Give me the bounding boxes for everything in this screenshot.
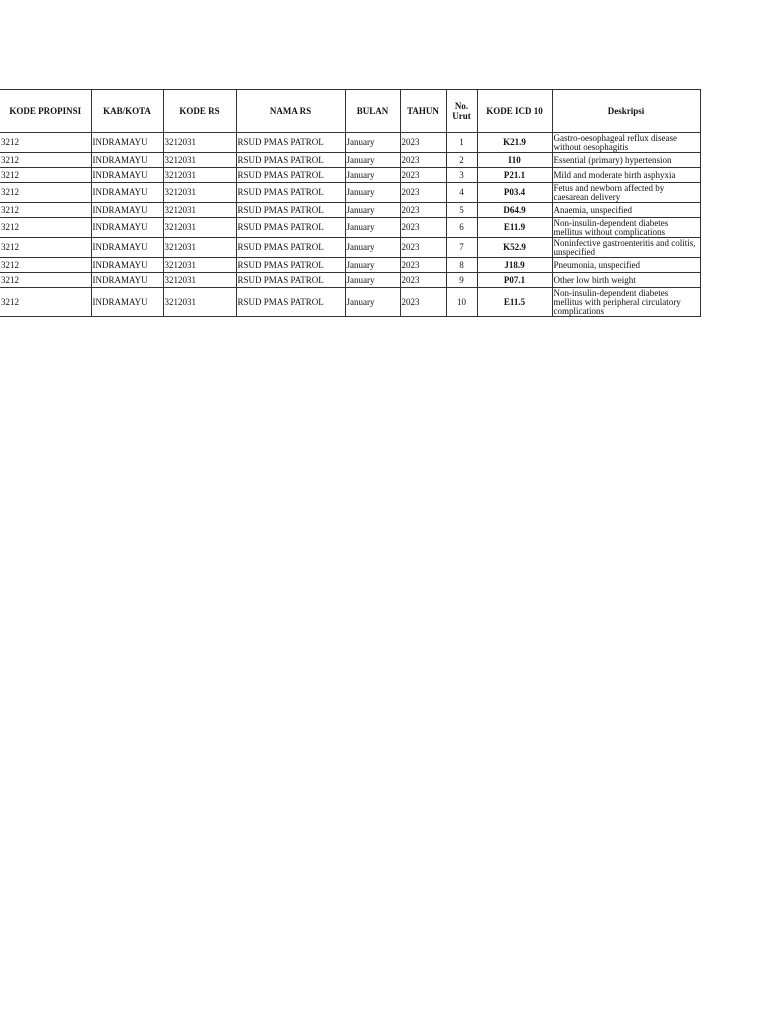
cell-nama-rs: RSUD PMAS PATROL [236, 258, 345, 273]
cell-deskripsi: Pneumonia, unspecified [552, 258, 700, 273]
cell-no-urut: 6 [446, 218, 477, 238]
cell-no-urut: 1 [446, 133, 477, 153]
cell-tahun: 2023 [400, 153, 446, 168]
cell-bulan: January [345, 153, 400, 168]
cell-kode-propinsi: 3212 [0, 183, 91, 203]
cell-nama-rs: RSUD PMAS PATROL [236, 168, 345, 183]
cell-kode-icd-10: E11.9 [477, 218, 552, 238]
cell-nama-rs: RSUD PMAS PATROL [236, 238, 345, 258]
cell-tahun: 2023 [400, 273, 446, 288]
cell-no-urut: 3 [446, 168, 477, 183]
cell-bulan: January [345, 288, 400, 317]
cell-kode-propinsi: 3212 [0, 203, 91, 218]
cell-no-urut: 7 [446, 238, 477, 258]
header-bulan: BULAN [345, 90, 400, 133]
header-kode-propinsi: KODE PROPINSI [0, 90, 91, 133]
cell-kode-icd-10: K52.9 [477, 238, 552, 258]
cell-kode-icd-10: P03.4 [477, 183, 552, 203]
cell-deskripsi: Fetus and newborn affected by caesarean delivery [552, 183, 700, 203]
cell-kode-rs: 3212031 [163, 218, 236, 238]
cell-kab-kota: INDRAMAYU [91, 218, 163, 238]
cell-kode-propinsi: 3212 [0, 218, 91, 238]
cell-bulan: January [345, 168, 400, 183]
cell-no-urut: 9 [446, 273, 477, 288]
cell-kode-icd-10: P21.1 [477, 168, 552, 183]
cell-no-urut: 4 [446, 183, 477, 203]
cell-kode-rs: 3212031 [163, 273, 236, 288]
table-row [0, 133, 700, 153]
cell-nama-rs: RSUD PMAS PATROL [236, 133, 345, 153]
cell-kode-propinsi: 3212 [0, 133, 91, 153]
cell-nama-rs: RSUD PMAS PATROL [236, 203, 345, 218]
cell-kode-icd-10: D64.9 [477, 203, 552, 218]
cell-kode-icd-10: I10 [477, 153, 552, 168]
header-deskripsi: Deskripsi [552, 90, 700, 133]
cell-tahun: 2023 [400, 288, 446, 317]
cell-bulan: January [345, 258, 400, 273]
table-row [0, 273, 700, 288]
header-tahun: TAHUN [400, 90, 446, 133]
cell-deskripsi: Gastro-oesophageal reflux disease without oesophagitis [552, 133, 700, 153]
table-row [0, 288, 700, 317]
data-table-sheet [0, 89, 700, 317]
cell-tahun: 2023 [400, 168, 446, 183]
cell-tahun: 2023 [400, 258, 446, 273]
table-row [0, 203, 700, 218]
cell-kab-kota: INDRAMAYU [91, 238, 163, 258]
cell-kode-rs: 3212031 [163, 238, 236, 258]
cell-bulan: January [345, 203, 400, 218]
cell-deskripsi: Anaemia, unspecified [552, 203, 700, 218]
cell-kode-propinsi: 3212 [0, 258, 91, 273]
cell-bulan: January [345, 218, 400, 238]
cell-deskripsi: Noninfective gastroenteritis and colitis, unspecified [552, 238, 700, 258]
cell-kode-icd-10: P07.1 [477, 273, 552, 288]
cell-kode-icd-10: K21.9 [477, 133, 552, 153]
cell-no-urut: 10 [446, 288, 477, 317]
icd-diagnosis-table [0, 89, 701, 317]
cell-kode-rs: 3212031 [163, 133, 236, 153]
cell-tahun: 2023 [400, 133, 446, 153]
cell-kode-propinsi: 3212 [0, 168, 91, 183]
header-kode-rs: KODE RS [163, 90, 236, 133]
header-kab-kota: KAB/KOTA [91, 90, 163, 133]
cell-kab-kota: INDRAMAYU [91, 153, 163, 168]
cell-kode-icd-10: J18.9 [477, 258, 552, 273]
cell-bulan: January [345, 133, 400, 153]
cell-kode-rs: 3212031 [163, 288, 236, 317]
cell-bulan: January [345, 183, 400, 203]
cell-kode-rs: 3212031 [163, 258, 236, 273]
cell-kode-propinsi: 3212 [0, 273, 91, 288]
cell-kab-kota: INDRAMAYU [91, 203, 163, 218]
cell-kode-rs: 3212031 [163, 183, 236, 203]
cell-no-urut: 2 [446, 153, 477, 168]
cell-kode-rs: 3212031 [163, 168, 236, 183]
cell-kab-kota: INDRAMAYU [91, 273, 163, 288]
cell-kab-kota: INDRAMAYU [91, 288, 163, 317]
cell-deskripsi: Other low birth weight [552, 273, 700, 288]
cell-tahun: 2023 [400, 183, 446, 203]
cell-nama-rs: RSUD PMAS PATROL [236, 183, 345, 203]
cell-deskripsi: Mild and moderate birth asphyxia [552, 168, 700, 183]
table-row [0, 218, 700, 238]
cell-no-urut: 5 [446, 203, 477, 218]
cell-tahun: 2023 [400, 238, 446, 258]
header-no-urut: No. Urut [446, 90, 477, 133]
cell-nama-rs: RSUD PMAS PATROL [236, 288, 345, 317]
table-row [0, 238, 700, 258]
cell-nama-rs: RSUD PMAS PATROL [236, 273, 345, 288]
cell-kode-icd-10: E11.5 [477, 288, 552, 317]
table-row [0, 183, 700, 203]
cell-kode-propinsi: 3212 [0, 238, 91, 258]
cell-kab-kota: INDRAMAYU [91, 258, 163, 273]
cell-bulan: January [345, 238, 400, 258]
cell-kab-kota: INDRAMAYU [91, 183, 163, 203]
table-body [0, 133, 700, 317]
cell-kab-kota: INDRAMAYU [91, 133, 163, 153]
cell-tahun: 2023 [400, 203, 446, 218]
table-row [0, 153, 700, 168]
cell-kode-propinsi: 3212 [0, 153, 91, 168]
cell-deskripsi: Non-insulin-dependent diabetes mellitus with peripheral circulatory complications [552, 288, 700, 317]
cell-nama-rs: RSUD PMAS PATROL [236, 153, 345, 168]
cell-kode-rs: 3212031 [163, 153, 236, 168]
cell-no-urut: 8 [446, 258, 477, 273]
cell-kode-rs: 3212031 [163, 203, 236, 218]
table-row [0, 258, 700, 273]
cell-deskripsi: Essential (primary) hypertension [552, 153, 700, 168]
cell-kode-propinsi: 3212 [0, 288, 91, 317]
cell-nama-rs: RSUD PMAS PATROL [236, 218, 345, 238]
header-nama-rs: NAMA RS [236, 90, 345, 133]
cell-deskripsi: Non-insulin-dependent diabetes mellitus without complications [552, 218, 700, 238]
cell-kab-kota: INDRAMAYU [91, 168, 163, 183]
table-header-row [0, 90, 700, 133]
header-kode-icd-10: KODE ICD 10 [477, 90, 552, 133]
table-row [0, 168, 700, 183]
cell-bulan: January [345, 273, 400, 288]
cell-tahun: 2023 [400, 218, 446, 238]
